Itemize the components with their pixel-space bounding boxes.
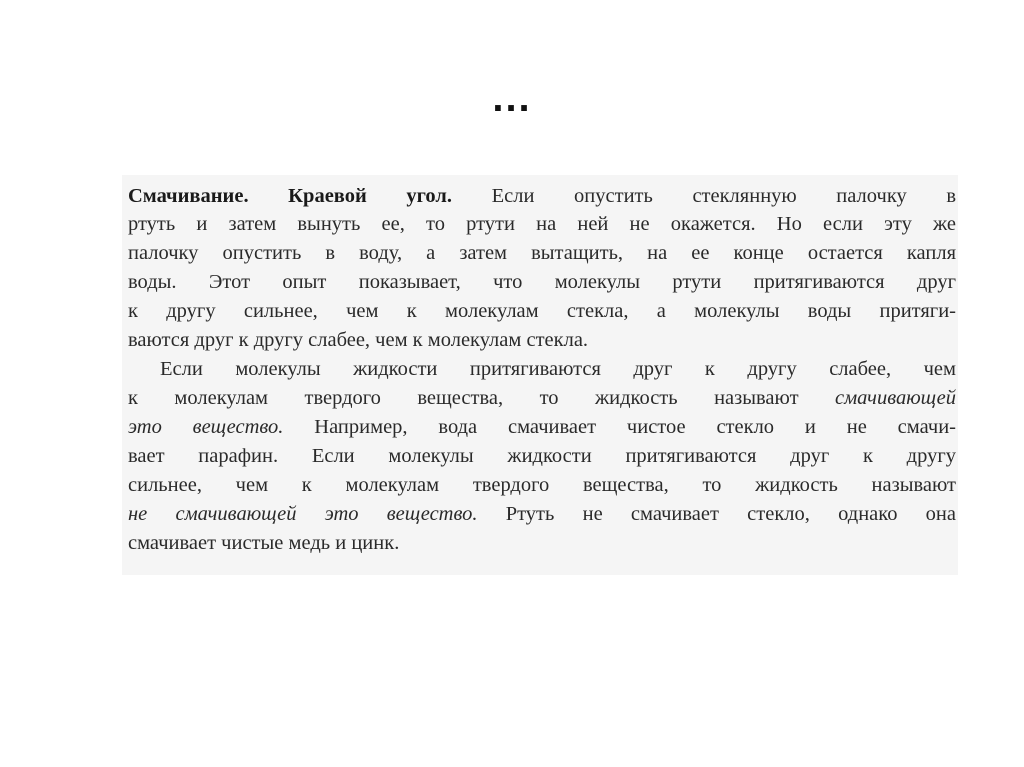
text-line-p1-4: воды. Этот опыт показывает, что молекулы ртути притягиваются друг bbox=[128, 271, 956, 293]
text-line-p2-5: сильнее, чем к молекулам твердого вещества, то жидкость называют bbox=[128, 474, 956, 496]
text-line-p2-7: смачивает чистые медь и цинк. bbox=[128, 532, 400, 554]
text-run: Если опустить стеклянную палочку в bbox=[491, 185, 957, 207]
text-line-p1-6: ваются друг к другу слабее, чем к молекулам стекла. bbox=[128, 329, 589, 351]
text-line-p1-3: палочку опустить в воду, а затем вытащить, на ее конце остается капля bbox=[128, 242, 956, 264]
text-line-p2-3 bbox=[128, 412, 956, 442]
text-line-p1-5: к другу сильнее, чем к молекулам стекла, а молекулы воды притяги- bbox=[128, 300, 956, 322]
paragraph-heading: Смачивание. Краевой угол. bbox=[128, 185, 453, 207]
text-line-p2-6 bbox=[128, 499, 956, 529]
text-line-p2-4: вает парафин. Если молекулы жидкости притягиваются друг к другу bbox=[128, 445, 956, 467]
text-run: к молекулам твердого вещества, то жидкость называют bbox=[128, 387, 799, 409]
italic-term: не смачивающей это вещество. bbox=[128, 503, 478, 525]
slide-title: ... bbox=[492, 76, 532, 120]
text-run: Например, вода смачивает чистое стекло и не смачи- bbox=[314, 416, 956, 438]
text-line-p2-2 bbox=[128, 383, 956, 413]
italic-term: это вещество. bbox=[128, 416, 284, 438]
text-line-p2-1: Если молекулы жидкости притягиваются друг к другу слабее, чем bbox=[160, 358, 956, 380]
text-line-p1-2: ртуть и затем вынуть ее, то ртути на ней не окажется. Но если эту же bbox=[128, 213, 956, 235]
italic-term: смачивающей bbox=[835, 387, 956, 409]
text-line-p1-1 bbox=[128, 181, 956, 211]
text-run: Ртуть не смачивает стекло, однако она bbox=[505, 503, 956, 525]
